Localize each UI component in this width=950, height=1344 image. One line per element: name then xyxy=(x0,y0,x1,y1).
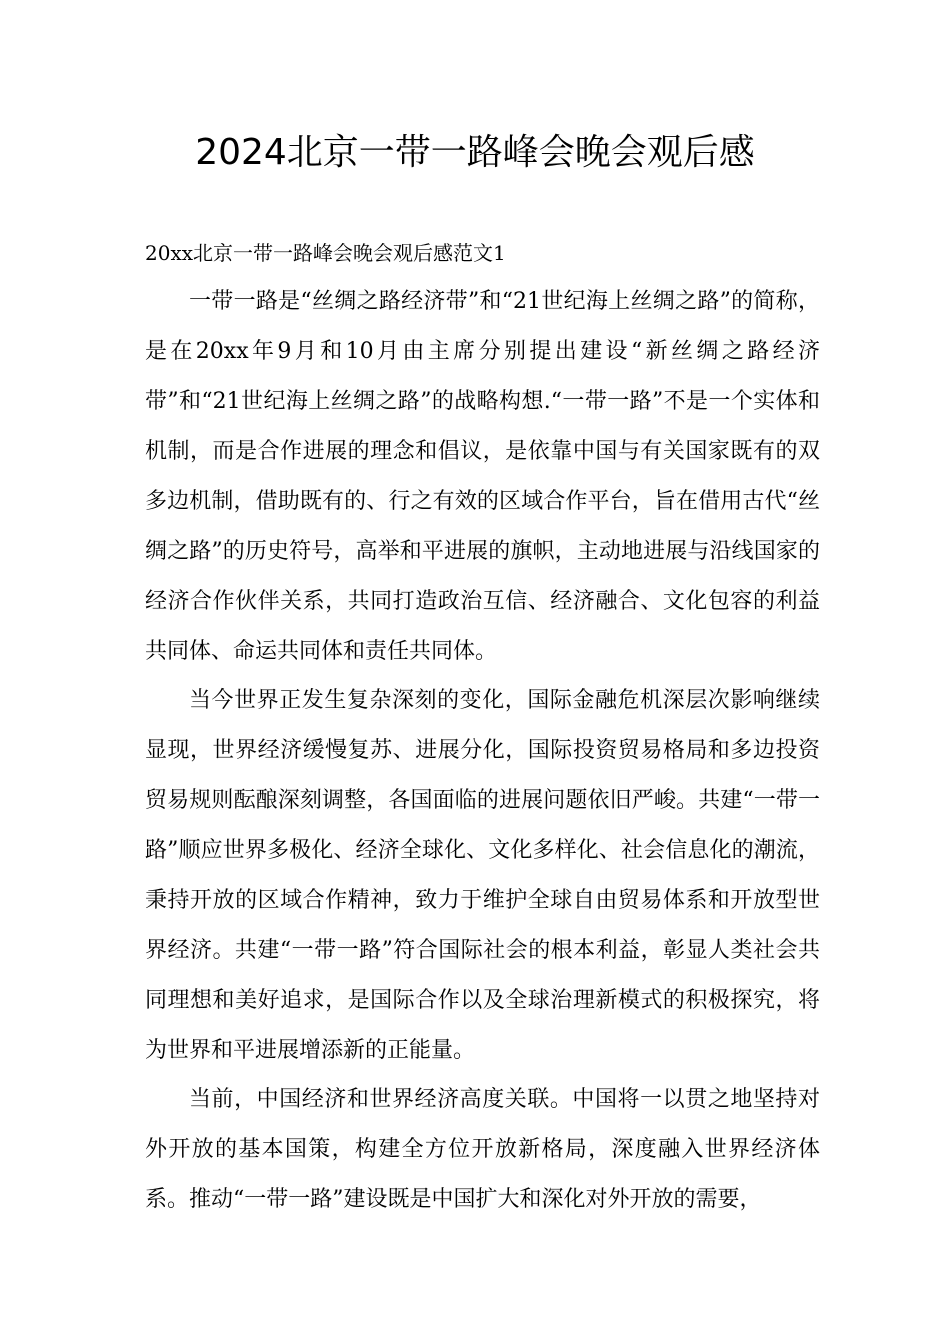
paragraph-3: 当前，中国经济和世界经济高度关联。中国将一以贯之地坚持对外开放的基本国策，构建全方位开放新格局，深度融入世界经济体系。推动“一带一路”建设既是中国扩大和深化对外开放的需要， xyxy=(145,1087,820,1212)
document-title: 2024北京一带一路峰会晚会观后感 xyxy=(195,132,755,173)
paragraph-2: 当今世界正发生复杂深刻的变化，国际金融危机深层次影响继续显现，世界经济缓慢复苏、进展分化，国际投资贸易格局和多边投资贸易规则酝酿深刻调整，各国面临的进展问题依旧严峻。共建“一带一路”顺应世界多极化、经济全球化、文化多样化、社会信息化的潮流，秉持开放的区域合作精神，致力于维护全球自由贸易体系和开放型世界经济。共建“一带一路”符合国际社会的根本利益，彰显人类社会共同理想和美好追求，是国际合作以及全球治理新模式的积极探究，将为世界和平进展增添新的正能量。 xyxy=(145,688,820,1063)
paragraph-1: 一带一路是“丝绸之路经济带”和“21世纪海上丝绸之路”的简称，是在20xx年9月和10月由主席分别提出建设“新丝绸之路经济带”和“21世纪海上丝绸之路”的战略构想.“一带一路”不是一个实体和机制，而是合作进展的理念和倡议，是依靠中国与有关国家既有的双多边机制，借助既有的、行之有效的区域合作平台，旨在借用古代“丝绸之路”的历史符号，高举和平进展的旗帜，主动地进展与沿线国家的经济合作伙伴关系，共同打造政治互信、经济融合、文化包容的利益共同体、命运共同体和责任共同体。 xyxy=(145,289,820,664)
document-subtitle: 20xx北京一带一路峰会晚会观后感范文1 xyxy=(145,241,506,265)
